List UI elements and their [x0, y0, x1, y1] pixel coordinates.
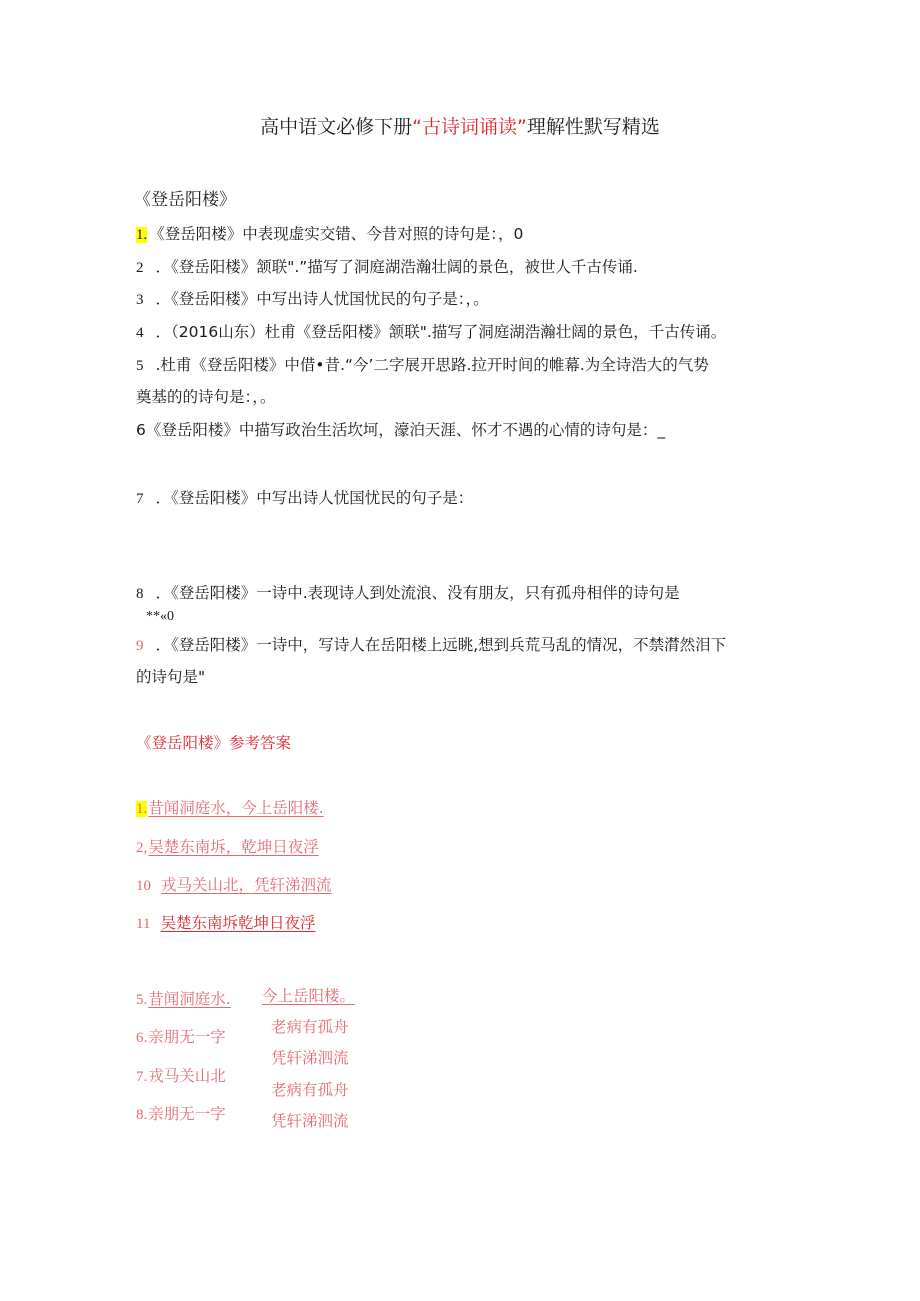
question-3	[136, 288, 489, 311]
answer-text: 吴楚东南坼，乾坤日夜浮	[148, 838, 319, 856]
section-title: 《登岳阳楼》	[134, 190, 236, 210]
answer-3	[136, 874, 332, 897]
question-number: 8	[136, 586, 144, 602]
question-9	[136, 634, 726, 657]
answer-text: 戎马关山北	[148, 1067, 226, 1085]
answer-number: 8.	[136, 1107, 148, 1123]
question-text: ．（2016山东）杜甫《登岳阳楼》颔联".描写了洞庭湖浩瀚壮阔的景色，千古传诵。	[155, 323, 727, 341]
answer-text: 亲朋无一字	[148, 1105, 226, 1123]
answers-title: 《登岳阳楼》参考答案	[136, 734, 292, 752]
question-text: ．《登岳阳楼》中写出诗人忧国忧民的句子是：，。	[155, 290, 489, 308]
answer-right-1: 今上岳阳楼。	[262, 987, 356, 1005]
answer-number: 11	[136, 916, 151, 932]
question-text: ．《登岳阳楼》一诗中，写诗人在岳阳楼上远眺,想到兵荒马乱的情况，不禁潸然泪下	[155, 636, 727, 654]
answer-number: 7.	[136, 1069, 148, 1085]
question-number: 1.	[136, 227, 148, 243]
answer-right-3: 凭轩涕泗流	[271, 1049, 349, 1067]
answer-8	[136, 1103, 226, 1126]
answer-7	[136, 1065, 226, 1088]
answer-right-4: 老病有孤舟	[271, 1081, 349, 1099]
question-number: 7	[136, 491, 144, 507]
question-number: 9	[136, 638, 144, 654]
answer-text: 昔闻洞庭水.	[148, 990, 231, 1008]
answer-2	[136, 836, 319, 859]
question-text: ．《登岳阳楼》颔联".”描写了洞庭湖浩瀚壮阔的景色，被世人千古传诵.	[155, 258, 638, 276]
question-1	[136, 223, 523, 246]
answer-6	[136, 1026, 226, 1049]
question-9-continued: 的诗句是"	[136, 668, 206, 686]
answer-number: 6.	[136, 1030, 148, 1046]
question-6: 6《登岳阳楼》中描写政治生活坎坷，濠泊天涯、怀才不遇的心情的诗句是：_	[136, 421, 666, 439]
answer-right-2: 老病有孤舟	[271, 1018, 349, 1036]
page-title	[0, 112, 920, 139]
answer-number: 10	[136, 878, 151, 894]
title-prefix: 高中语文必修下册	[260, 116, 413, 138]
answer-5	[136, 988, 231, 1011]
question-number: 3	[136, 292, 144, 308]
question-text: ．《登岳阳楼》中写出诗人忧国忧民的句子是：	[155, 489, 474, 507]
answer-text: 亲朋无一字	[148, 1028, 226, 1046]
answer-number: 1.	[136, 801, 148, 817]
question-text: .杜甫《登岳阳楼》中借•昔.“今’二字展开思路.拉开时间的帷幕.为全诗浩大的气势	[155, 356, 709, 374]
question-5	[136, 354, 709, 377]
answer-text: 戎马关山北，凭轩涕泗流	[161, 876, 332, 894]
answer-4	[136, 912, 315, 935]
answer-number: 5.	[136, 992, 148, 1008]
question-4	[136, 321, 726, 344]
question-7	[136, 487, 473, 510]
question-2	[136, 256, 638, 279]
question-text: 《登岳阳楼》中表现虚实交错、今昔对照的诗句是：，0	[149, 225, 524, 243]
question-text: ．《登岳阳楼》一诗中.表现诗人到处流浪、没有朋友，只有孤舟相伴的诗句是	[155, 584, 680, 602]
question-8	[136, 582, 680, 605]
title-suffix: 理解性默写精选	[526, 116, 660, 138]
answer-right-5: 凭轩涕泗流	[271, 1112, 349, 1130]
answer-number: 2,	[136, 840, 148, 856]
answer-1	[136, 797, 324, 820]
question-number: 4	[136, 325, 144, 341]
title-highlight: “古诗词诵读”	[412, 116, 527, 138]
answer-text: 吴楚东南坼乾坤日夜浮	[160, 914, 316, 932]
question-number: 2	[136, 260, 144, 276]
answer-text: 昔闻洞庭水，今上岳阳楼.	[148, 799, 324, 817]
question-8-continued: **«0	[146, 609, 174, 624]
question-number: 5	[136, 358, 144, 374]
question-5-continued: 奠基的的诗句是：，。	[136, 388, 276, 406]
